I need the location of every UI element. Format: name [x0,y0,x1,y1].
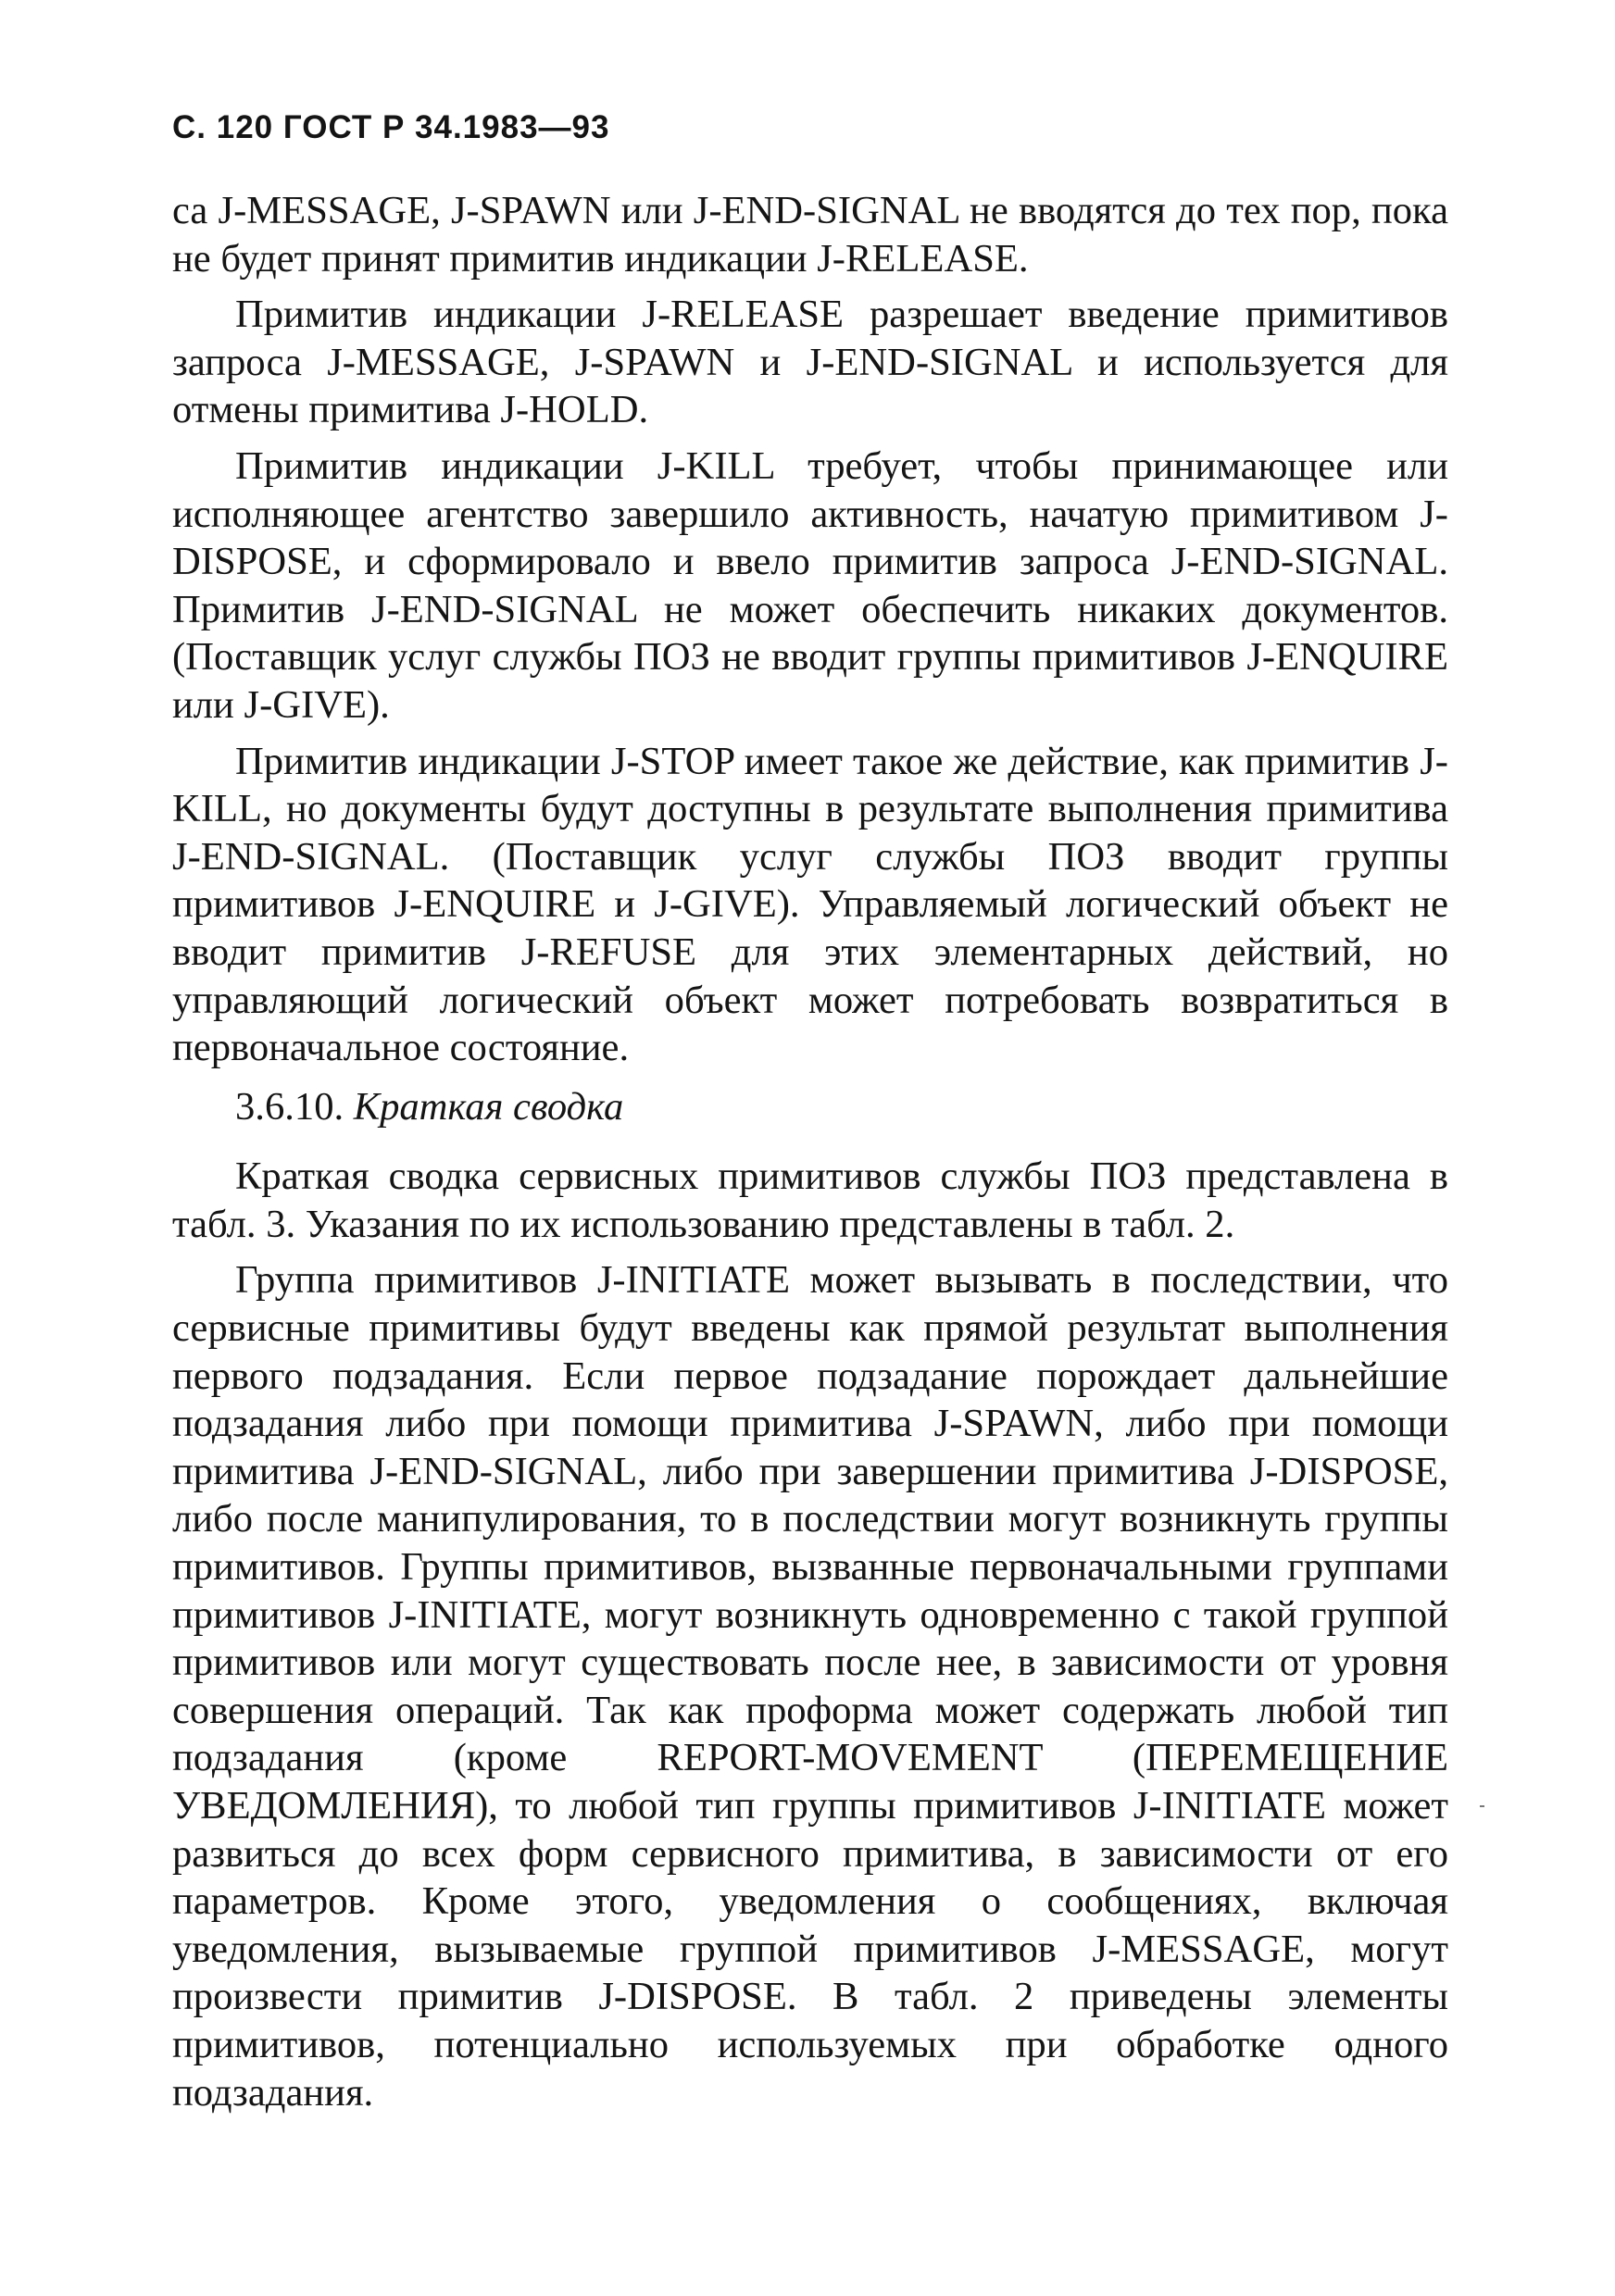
page-header: С. 120 ГОСТ Р 34.1983—93 [172,109,610,145]
paragraph-j-kill: Примитив индикации J-KILL требует, чтобы принимающее или исполняющее агентство завершило активность, начатую примитивом J-DISPOSE, и сформировало и ввело примитив запроса J-END-SIGNAL. Примитив J-END-SIGNAL не может обеспечить никаких документов. (Поставщик услуг службы ПОЗ не вводит группы примитивов J-ENQUIRE или J-GIVE). [172,443,1448,727]
section-title: Краткая сводка [353,1084,624,1129]
paragraph-continuation: са J-MESSAGE, J-SPAWN или J-END-SIGNAL не вводятся до тех пор, пока не будет принят примитив индикации J-RELEASE. [172,189,1448,281]
document-body [172,187,1448,2116]
paragraph-summary: Краткая сводка сервисных примитивов службы ПОЗ представлена в табл. 3. Указания по их использованию представлены в табл. 2. [172,1154,1448,1246]
paragraph-j-release: Примитив индикации J-RELEASE разрешает введение примитивов запроса J-MESSAGE, J-SPAWN и J-END-SIGNAL и используется для отмены примитива J-HOLD. [172,293,1448,432]
document-page [172,109,1448,2125]
paragraph-j-stop: Примитив индикации J-STOP имеет такое же действие, как примитив J-KILL, но документы будут доступны в результате выполнения примитива J-END-SIGNAL. (Поставщик услуг службы ПОЗ вводит группы примитивов J-ENQUIRE и J-GIVE). Управляемый логический объект не вводит примитив J-REFUSE для этих элементарных действий, но управляющий логический объект может потребовать возвратиться в первоначальное состояние. [172,739,1448,1070]
paragraph-j-initiate: Группа примитивов J-INITIATE может вызывать в последствии, что сервисные примитивы будут введены как прямой результат выполнения первого подзадания. Если первое подзадание порождает дальнейшие подзадания либо при помощи примитива J-SPAWN, либо при помощи примитива J-END-SIGNAL, либо при завершении примитива J-DISPOSE, либо после манипулирования, то в последствии могут возникнуть группы примитивов. Группы примитивов, вызванные первоначальными группами примитивов J-INITIATE, могут возникнуть одновременно с такой группой примитивов или могут существовать после нее, в зависимости от уровня совершения операций. Так как проформа может содержать любой тип подзадания (кроме REPORT-MOVEMENT (ПЕРЕМЕЩЕНИЕ УВЕДОМЛЕНИЯ), то любой тип группы примитивов J-INITIATE может развиться до всех форм сервисного примитива, в зависимости от его параметров. Кроме этого, уведомления о сообщениях, включая уведомления, вызываемые группой примитивов J-MESSAGE, могут произвести примитив J-DISPOSE. В табл. 2 приведены элементы примитивов, потенциально используемых при обработке одного подзадания. [172,1258,1448,2115]
section-heading [172,1083,1448,1131]
section-number: 3.6.10. [235,1084,344,1129]
scan-margin-mark [1480,1805,1484,1807]
